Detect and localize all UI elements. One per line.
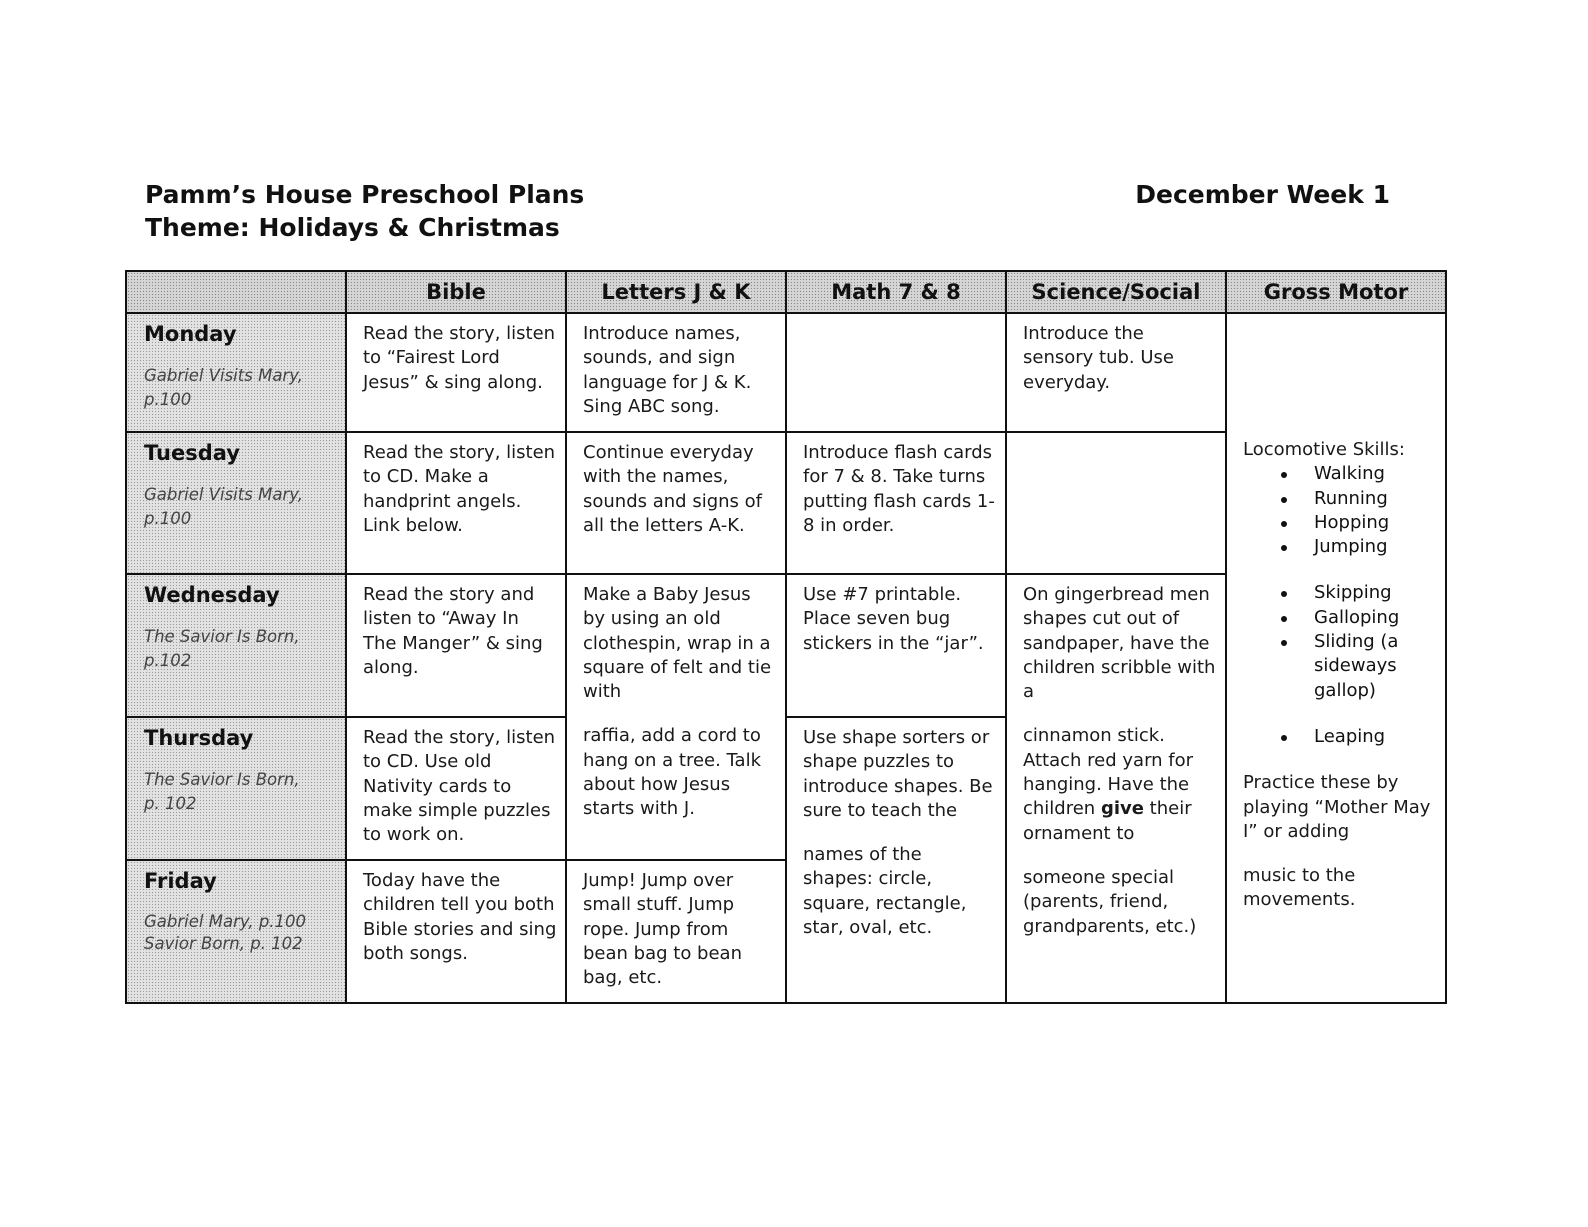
list-item: Hopping: [1243, 511, 1439, 535]
bible-text: Read the story, listen to CD. Make a handprint angels. Link below.: [363, 442, 556, 536]
science-cell-wed-fri: [1006, 574, 1226, 1003]
science-text-part: their ornament to: [1023, 798, 1192, 844]
bible-cell-thursday: [346, 717, 566, 860]
science-text: Introduce the sensory tub. Use everyday.: [1023, 323, 1174, 393]
bible-text: Today have the children tell you both Bible stories and sing both songs.: [363, 870, 557, 964]
letters-text: Introduce names, sounds, and sign language for J & K. Sing ABC song.: [583, 323, 752, 417]
day-cell-wednesday: [126, 574, 346, 717]
letters-text: raffia, add a cord to hang on a tree. Talk about how Jesus starts with J.: [583, 725, 762, 820]
letters-cell-monday: [566, 313, 786, 432]
story-line: The Savior Is Born,: [144, 627, 300, 646]
letters-cell-friday: [566, 860, 786, 1003]
table-row-monday: [126, 313, 1446, 432]
story-line: Savior Born, p. 102: [144, 934, 303, 953]
lesson-plan-table: [125, 270, 1447, 1004]
math-cell-monday: [786, 313, 1006, 432]
day-cell-monday: [126, 313, 346, 432]
story-line: Gabriel Mary, p.100: [144, 912, 307, 931]
bible-text: Read the story, listen to CD. Use old Nativity cards to make simple puzzles to work on.: [363, 727, 556, 846]
letters-text: Jump! Jump over small stuff. Jump rope. Jump from bean bag to bean bag, etc.: [583, 870, 742, 989]
math-cell-wednesday: [786, 574, 1006, 717]
math-cell-thu-fri: [786, 717, 1006, 1003]
column-header-science: Science/Social: [1006, 271, 1226, 313]
gross-motor-cell: [1226, 313, 1446, 1003]
bible-text: Read the story and listen to “Away In The Manger” & sing along.: [363, 584, 543, 678]
column-header-math: Math 7 & 8: [786, 271, 1006, 313]
bible-cell-monday: [346, 313, 566, 432]
column-header-gross-motor: Gross Motor: [1226, 271, 1446, 313]
science-text-part: cinnamon stick. Attach red yarn for hanging. Have the children: [1023, 725, 1194, 820]
skills-list: [1243, 725, 1439, 749]
bible-cell-wednesday: [346, 574, 566, 717]
story-line: Gabriel Visits Mary,: [144, 485, 303, 504]
list-item: Leaping: [1243, 725, 1439, 749]
math-text: names of the shapes: circle, square, rectangle, star, oval, etc.: [803, 844, 967, 939]
day-name: Friday: [144, 869, 217, 893]
math-text: Introduce flash cards for 7 & 8. Take turns putting flash cards 1-8 in order.: [803, 442, 995, 536]
story-line: p.102: [144, 651, 192, 670]
column-header-day: [126, 271, 346, 313]
science-text: [1023, 724, 1217, 845]
math-text: Use shape sorters or shape puzzles to introduce shapes. Be sure to teach the: [803, 727, 993, 821]
list-item: Sliding (a sideways gallop): [1243, 630, 1439, 703]
list-item: Walking: [1243, 462, 1439, 486]
science-cell-tuesday: [1006, 432, 1226, 574]
bible-cell-tuesday: [346, 432, 566, 574]
story-line: The Savior Is Born,: [144, 770, 300, 789]
science-emphasis: give: [1100, 798, 1144, 820]
letters-text: Make a Baby Jesus by using an old clothespin, wrap in a square of felt and tie with: [583, 584, 772, 703]
math-text: Use #7 printable. Place seven bug stickers in the “jar”.: [803, 584, 984, 654]
day-name: Wednesday: [144, 583, 280, 607]
gross-motor-intro: Locomotive Skills:: [1243, 439, 1405, 460]
day-cell-tuesday: [126, 432, 346, 574]
skills-list: [1243, 581, 1439, 702]
skills-list: [1243, 462, 1439, 559]
story-line: Gabriel Visits Mary,: [144, 366, 303, 385]
gross-motor-practice: Practice these by playing “Mother May I” or adding: [1243, 772, 1431, 842]
list-item: Running: [1243, 487, 1439, 511]
theme-label: Theme: Holidays & Christmas: [145, 213, 560, 242]
header-row: [126, 271, 1446, 313]
day-cell-thursday: [126, 717, 346, 860]
science-cell-monday: [1006, 313, 1226, 432]
page-title: Pamm’s House Preschool Plans: [145, 180, 585, 209]
list-item: Jumping: [1243, 535, 1439, 559]
story-line: p.100: [144, 390, 192, 409]
bible-cell-friday: [346, 860, 566, 1003]
math-cell-tuesday: [786, 432, 1006, 574]
day-name: Monday: [144, 322, 237, 346]
bible-text: Read the story, listen to “Fairest Lord Jesus” & sing along.: [363, 323, 556, 393]
column-header-letters: Letters J & K: [566, 271, 786, 313]
week-label: December Week 1: [1135, 180, 1390, 209]
letters-cell-wed-thu: [566, 574, 786, 860]
letters-cell-tuesday: [566, 432, 786, 574]
list-item: Galloping: [1243, 606, 1439, 630]
gross-motor-music: music to the movements.: [1243, 865, 1356, 911]
letters-text: Continue everyday with the names, sounds and signs of all the letters A-K.: [583, 442, 762, 536]
day-cell-friday: [126, 860, 346, 1003]
column-header-bible: Bible: [346, 271, 566, 313]
science-text: someone special (parents, friend, grandparents, etc.): [1023, 866, 1197, 937]
story-line: p.100: [144, 509, 192, 528]
story-line: p. 102: [144, 794, 197, 813]
day-name: Tuesday: [144, 441, 240, 465]
science-text: On gingerbread men shapes cut out of sandpaper, have the children scribble with a: [1023, 584, 1216, 703]
list-item: Skipping: [1243, 581, 1439, 605]
day-name: Thursday: [144, 726, 254, 750]
